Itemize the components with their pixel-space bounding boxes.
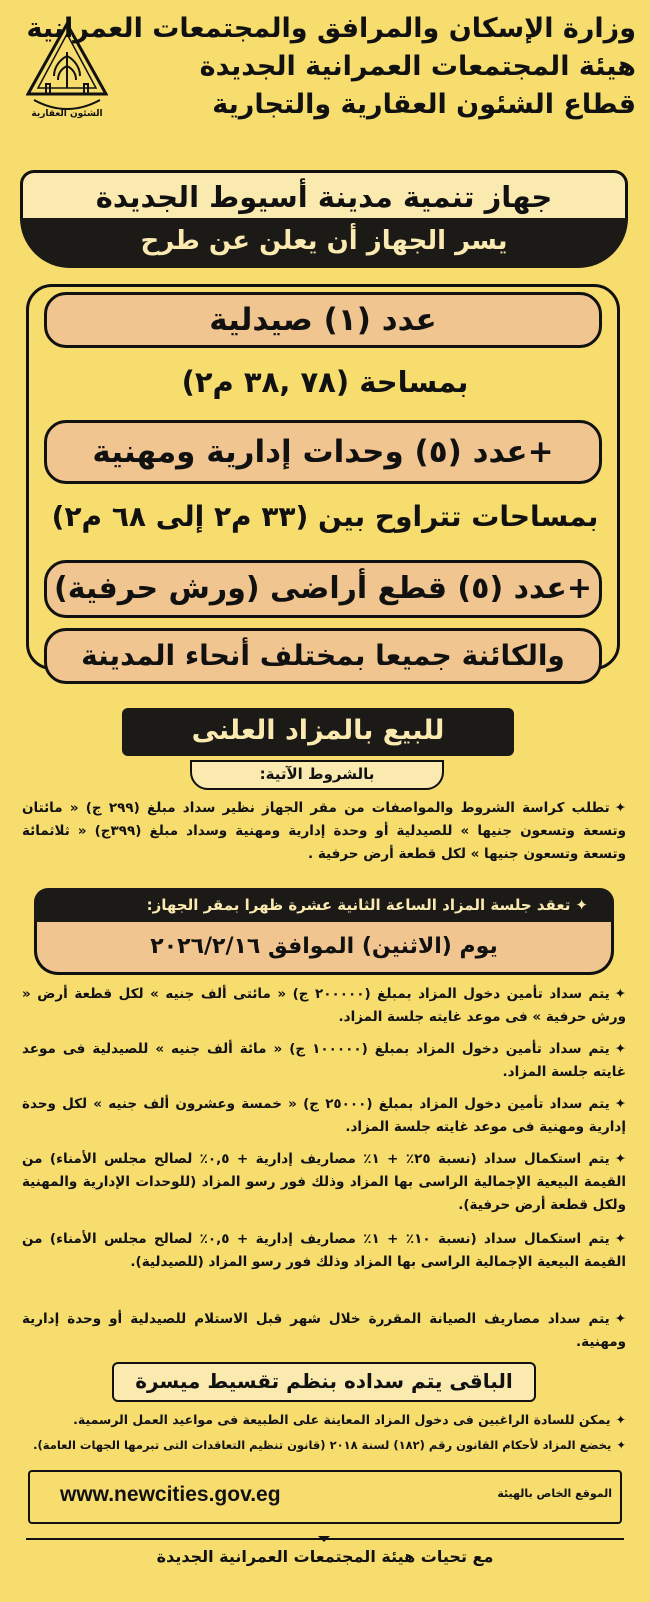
authority-name: هيئة المجتمعات العمرانية الجديدة — [199, 51, 636, 82]
term-maintenance: ✦يتم سداد مصاريف الصيانة المقررة خلال شهر قبل الاستلام للصيدلية أو وحدة إدارية ومهنية. — [22, 1311, 626, 1350]
bullet-icon: ✦ — [615, 1412, 626, 1427]
auction-date: يوم (الاثنين) الموافق ٢٠٢٦/٢/١٦ — [34, 922, 614, 975]
logo-caption: الشئون العقارية — [31, 109, 103, 119]
bullet-icon: ✦ — [616, 1438, 626, 1452]
bullet-icon: ✦ — [614, 986, 626, 1002]
term-booklet: ✦تطلب كراسة الشروط والمواصفات من مقر الجهاز نظير سداد مبلغ (٢٩٩ ج) « مائتان وتسعة وتسعون جنيها » للصيدلية أو وحدة إدارية ومهنية وسداد مبلغ (٣٩٩ج) « ثلاثمائة وتسعة وتسعون جنيها » لكل قطعة أرض حرفية . — [22, 800, 626, 862]
bullet-icon: ✦ — [614, 1151, 626, 1167]
term-inspection: ✦يمكن للسادة الراغبين فى دخول المزاد المعاينة على الطبيعة فى مواعيد العمل الرسمية. — [73, 1412, 626, 1427]
pharmacy-count: عدد (١) صيدلية — [44, 292, 602, 348]
bullet-icon: ✦ — [575, 896, 588, 914]
term-deposit-units: ✦يتم سداد تأمين دخول المزاد بمبلغ (٢٥٠٠٠ ج) « خمسة وعشرون ألف جنيه » لكل وحدة إدارية ومهنية فى موعد غايته جلسة المزاد. — [22, 1096, 626, 1135]
bullet-icon: ✦ — [614, 1311, 626, 1327]
sector-name: قطاع الشئون العقارية والتجارية — [212, 89, 636, 120]
term-complete-10: ✦يتم استكمال سداد (نسبة ١٠٪ + ١٪ مصاريف إدارية + ٠,٥٪ لصالح مجلس الأمناء) من القيمة البيعية الإجمالية الراسى بها المزاد وذلك فور رسو المزاد (للصيدلية). — [22, 1231, 626, 1270]
ministry-name: وزارة الإسكان والمرافق والمجتمعات العمرانية — [26, 13, 636, 44]
pharmacy-area: بمساحة (٧٨ ,٣٨ م٢) — [181, 365, 469, 399]
units-area-range: بمساحات تتراوح بين (٣٣ م٢ إلى ٦٨ م٢) — [51, 500, 599, 533]
units-count: +عدد (٥) وحدات إدارية ومهنية — [44, 420, 602, 484]
installments-note: الباقى يتم سداده بنظم تقسيط ميسرة — [112, 1362, 536, 1402]
term-complete-25: ✦يتم استكمال سداد (نسبة ٢٥٪ + ١٪ مصاريف إدارية + ٠,٥٪ لصالح مجلس الأمناء) من القيمة البيعية الإجمالية الراسى بها المزاد وذلك فور رسو المزاد (للوحدات الإدارية والمهنية ولكل قطعة أرض حرفية). — [22, 1151, 626, 1213]
plots-count: +عدد (٥) قطع أراضى (ورش حرفية) — [44, 560, 602, 618]
term-deposit-plots: ✦يتم سداد تأمين دخول المزاد بمبلغ (٢٠٠٠٠٠ ج) « مائتى ألف جنيه » لكل قطعة أرض « ورش حرفية » فى موعد غايته جلسة المزاد. — [22, 986, 626, 1025]
website-label: الموقع الخاص بالهيئة — [497, 1487, 612, 1500]
footer-divider-arrow-icon — [318, 1536, 330, 1542]
bullet-icon: ✦ — [614, 1231, 626, 1247]
term-deposit-pharmacy: ✦يتم سداد تأمين دخول المزاد بمبلغ (١٠٠٠٠٠ ج) « مائة ألف جنيه » للصيدلية فى موعد غايته جلسة المزاد. — [22, 1041, 626, 1080]
location-note: والكائنة جميعا بمختلف أنحاء المدينة — [44, 628, 602, 684]
session-note: ✦تعقد جلسة المزاد الساعة الثانية عشرة ظهرا بمقر الجهاز: — [34, 888, 614, 922]
development-authority-title: جهاز تنمية مدينة أسيوط الجديدة — [20, 170, 628, 221]
terms-label: بالشروط الآتية: — [190, 760, 444, 790]
auction-title: للبيع بالمزاد العلنى — [122, 708, 514, 756]
bullet-icon: ✦ — [614, 1096, 626, 1112]
footer-greeting: مع تحيات هيئة المجتمعات العمرانية الجديدة — [156, 1547, 494, 1566]
header-lines — [26, 10, 636, 124]
website-link[interactable]: www.newcities.gov.eg — [60, 1483, 281, 1506]
header — [12, 10, 642, 160]
term-law: ✦يخضع المزاد لأحكام القانون رقم (١٨٢) لسنة ٢٠١٨ (قانون تنظيم التعاقدات التى تبرمها الجهات العامة). — [33, 1438, 626, 1452]
bullet-icon: ✦ — [614, 1041, 626, 1057]
announcement-line: يسر الجهاز أن يعلن عن طرح — [20, 218, 628, 268]
bullet-icon: ✦ — [614, 800, 626, 816]
